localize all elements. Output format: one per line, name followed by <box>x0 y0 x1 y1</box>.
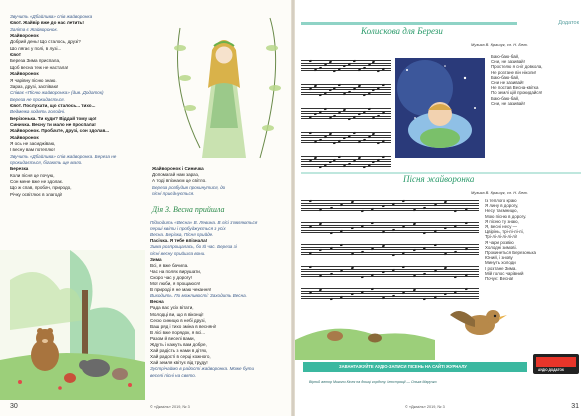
meadow-illustration <box>295 300 435 360</box>
music-note <box>357 85 361 88</box>
music-note <box>309 291 313 294</box>
text-line: Хай земля квітує від труду! <box>150 360 208 366</box>
music-note <box>333 70 337 73</box>
staff-line <box>301 222 479 223</box>
text-line: Виходить. По можливості: Заходить Весна. <box>150 293 247 299</box>
music-note <box>314 85 318 88</box>
music-note <box>377 114 381 117</box>
forest-animals-illustration <box>0 250 145 400</box>
lyric-line: Не постав Весна-квітка <box>491 85 539 91</box>
music-note <box>412 223 416 226</box>
music-note <box>433 269 437 272</box>
music-note <box>382 111 386 114</box>
text-line: Береза не прокидається. <box>10 96 65 102</box>
music-note <box>328 61 332 64</box>
text-line: Євот. Жайвір вже до нас летить! <box>10 20 84 26</box>
text-line: пісні приєднується. <box>152 190 195 196</box>
music-note <box>381 245 385 248</box>
staff-line <box>301 244 479 245</box>
text-line: Молодці ви, що в віконці! <box>150 311 204 317</box>
music-note <box>353 159 357 162</box>
text-line: Підходить «Весна» В. Левина. В лісі з'являються <box>150 220 258 225</box>
footer-left: © «Джміль» 2019, № 3 <box>150 405 190 409</box>
text-line: Весна. Берізка, Пісня прийде. <box>150 232 214 238</box>
music-note <box>340 269 344 272</box>
staff-line <box>301 118 391 119</box>
text-line: Що ж спав, пробач, природо, <box>10 185 72 191</box>
music-note <box>314 141 318 144</box>
music-staff <box>301 108 391 120</box>
music-staff <box>301 156 391 168</box>
lyric-line: Сни, не зазивай! <box>491 59 525 65</box>
lyric-line: Простелю я сніг довкола, <box>491 64 543 70</box>
music-note <box>343 165 347 168</box>
text-line: Щоб весна теж не настала! <box>10 64 69 70</box>
music-note <box>362 94 366 97</box>
music-note <box>350 253 354 256</box>
lyric-line: Цвірінь, трі-лі-лі-лі, <box>485 229 524 235</box>
lyric-line: Мій голос чарівний <box>485 270 524 276</box>
sleeping-child-illustration <box>395 58 485 158</box>
staff-line <box>301 210 479 211</box>
lyric-line: Юний, і знову <box>485 255 513 261</box>
music-note <box>318 66 322 69</box>
music-note <box>423 272 427 275</box>
lark-illustration <box>445 285 515 355</box>
text-line: Зима розпрощалась, бо їй час. Береза зі <box>150 244 237 250</box>
text-line: Жайворонок <box>10 134 39 140</box>
audio-badge-label: АУДІО ДОДАТОК <box>538 368 564 372</box>
lyric-line: Я, весні несу — <box>485 224 518 230</box>
music-note <box>318 94 322 97</box>
staff-line <box>301 205 479 206</box>
music-note <box>333 142 337 145</box>
music-note <box>348 162 352 165</box>
text-line: Береза розбудив прокинутися, до <box>152 184 226 190</box>
staff-line <box>301 227 479 228</box>
staff-line <box>301 60 391 61</box>
music-note <box>350 267 354 270</box>
text-line: перші квіти і пробуджується з усіх <box>150 226 226 232</box>
text-line: Ждуть і кажуть вам добре, <box>150 342 207 347</box>
music-note <box>328 117 332 120</box>
music-note <box>333 114 337 117</box>
music-note <box>361 276 365 279</box>
music-note <box>348 90 352 93</box>
text-line: Пасічка. Я тебе впізнала! <box>150 238 208 244</box>
staff-line <box>301 266 479 267</box>
text-line: пісні весну прийшла вони. <box>150 250 206 256</box>
music-note <box>353 87 357 90</box>
music-note <box>329 206 333 209</box>
music-note <box>338 111 342 114</box>
music-note <box>371 247 375 250</box>
lyric-line: Минуть холоди <box>485 260 516 266</box>
text-line: Синичка. Весну ти мало не проспала! <box>10 121 96 127</box>
section-heading: Додаток <box>558 20 579 26</box>
music-note <box>323 135 327 138</box>
lyric-line: Я пісню ту знаю, <box>485 218 519 224</box>
song2-lyrics <box>485 198 536 281</box>
text-line: Берізонька. Ти куди? Віддай тому що! <box>10 115 97 121</box>
text-line: І весну вам потеплю! <box>10 147 55 153</box>
lyric-line: Не розтане він ніколи! <box>491 69 537 75</box>
text-line: Сон мене вже не здолає. <box>10 179 64 185</box>
music-note <box>357 141 361 144</box>
music-staff <box>301 60 391 72</box>
lyric-line: Прокинеться Березонька <box>485 250 536 256</box>
song1-title: Колискова для Берези <box>361 26 443 36</box>
text-line: Час на полях вирушати, <box>150 268 202 274</box>
music-note <box>423 206 427 209</box>
music-staff <box>301 244 479 256</box>
staff-line <box>301 254 479 255</box>
music-note <box>412 289 416 292</box>
music-note <box>362 166 366 169</box>
text-line: Добрий день! Що сталось, друзі? <box>10 39 81 45</box>
lyric-line: По землі цій прокидайся! <box>491 90 543 96</box>
staff-line <box>301 166 391 167</box>
lyric-line: Сни не зазивай! <box>491 80 524 86</box>
staff-line <box>301 271 479 272</box>
staff-line <box>301 247 479 248</box>
text-line: Звучить «Дбайлива» спів жайворонка. Береза не <box>10 153 117 159</box>
lyric-line: Холодні зимові. <box>485 244 517 250</box>
lyric-line: Баю-баю-бай, <box>491 74 520 80</box>
music-note <box>433 203 437 206</box>
text-line: Весна <box>150 299 164 305</box>
illustration-caption: Вірний автор Миколи Кісля на дошці кордону. Ілюстрації — Ольга Маручко <box>309 380 437 384</box>
staff-line <box>301 274 479 275</box>
music-note <box>392 254 396 257</box>
text-line: Береза Зима приспала, <box>10 58 61 64</box>
page-number-left: 30 <box>10 403 18 410</box>
staff-line <box>301 200 479 201</box>
text-line: Заліта є Жайворонок. <box>10 26 58 32</box>
music-note <box>444 253 448 256</box>
music-note <box>318 138 322 141</box>
staff-line <box>301 108 391 109</box>
music-note <box>361 250 365 253</box>
music-note <box>361 210 365 213</box>
lyric-line: Почує: Весна! <box>485 276 514 282</box>
lyric-line: Я чари розвію <box>485 239 514 245</box>
music-note <box>314 69 318 72</box>
text-line: Хай радість з нами в дітях, <box>150 348 208 354</box>
text-line: Зустрічаймо в радості жайворонка. Може бути <box>150 366 254 372</box>
text-line: Я ось не засиджіваю, <box>10 141 56 146</box>
left-page <box>0 0 292 416</box>
lyric-line: І розтане Зима. <box>485 265 517 271</box>
music-note <box>362 66 366 69</box>
text-line: Рада вас усіх вітати, <box>150 305 194 311</box>
music-note <box>377 142 381 145</box>
music-note <box>323 63 327 66</box>
music-note <box>381 231 385 234</box>
text-line: В природі я не маю чекання! <box>150 287 211 293</box>
text-line: Звучить «Дбайлива» спів жайворонка <box>10 14 93 19</box>
lyric-line: Трі-лі-лі-лі-лі-лі! <box>485 234 518 240</box>
music-note <box>377 70 381 73</box>
text-line: В лісі вже порядок, я всі... <box>150 329 206 335</box>
lyric-line: Баю-баю-бай, <box>491 95 520 101</box>
text-line: прокидається, бігають ще мало. <box>10 160 83 166</box>
music-note <box>454 276 458 279</box>
music-note <box>328 133 332 136</box>
audio-badge-screen <box>536 357 576 367</box>
music-note <box>329 272 333 275</box>
text-line: Всі, я вже бачила. <box>150 262 189 268</box>
music-note <box>454 250 458 253</box>
text-line: Сесю синицю в небі друзі, <box>150 317 206 323</box>
text-line: Допомагай нам зараз, <box>152 172 200 178</box>
top-band <box>301 22 517 25</box>
footer-right: © «Джміль» 2019, № 3 <box>405 405 445 409</box>
staff-line <box>301 111 391 112</box>
music-note <box>454 210 458 213</box>
staff-line <box>301 203 479 204</box>
staff-line <box>301 230 479 231</box>
birch-girl-illustration <box>160 8 288 168</box>
text-line: Шо лягає у полі, в лузі... <box>10 45 62 51</box>
text-line: Скоро час у дорогу! <box>150 274 193 280</box>
staff-line <box>301 94 391 95</box>
text-line: Євот. Послухати, що сталось... тихо... <box>10 102 96 108</box>
staff-line <box>301 164 391 165</box>
text-line: Співає «Пісню жайворонка» (див. Додаток) <box>10 90 104 96</box>
text-line: Мої люби, я прощаюся! <box>150 281 201 286</box>
text-line: Березка <box>10 166 29 172</box>
banner-text: ЗАВАНТАЖУЙТЕ АУДІО-ЗАПИСИ ПІСЕНЬ НА САЙТІ ЖУРНАЛУ <box>339 364 467 369</box>
text-line: Разом й веселі вами, <box>150 335 195 341</box>
music-note <box>318 166 322 169</box>
music-note <box>309 159 313 162</box>
staff-line <box>301 252 479 253</box>
text-line: А тоді впізнаєм це світло. <box>152 178 207 184</box>
text-line: веселі пісні на свято. <box>150 372 197 378</box>
page-number-right: 31 <box>571 403 579 410</box>
music-note <box>329 232 333 235</box>
staff-line <box>301 132 391 133</box>
audio-badge[interactable] <box>533 354 579 374</box>
music-note <box>444 201 448 204</box>
text-line: Зараз, друзі, заспіваю! <box>10 83 59 89</box>
text-line: Євот <box>10 52 21 58</box>
song2-credit: Музика В. Крашук, сл. Н. Бель <box>471 190 528 195</box>
music-staff <box>301 200 479 212</box>
music-note <box>309 225 313 228</box>
music-note <box>357 69 361 72</box>
music-note <box>357 157 361 160</box>
music-note <box>309 87 313 90</box>
text-line: Коли пісня це почую, <box>10 172 55 178</box>
text-line: Зима <box>150 256 162 262</box>
staff-line <box>301 92 391 93</box>
staff-line <box>301 63 391 64</box>
music-note <box>392 294 396 297</box>
music-note <box>367 135 371 138</box>
lyric-line: Я лину в дорогу, <box>485 203 519 209</box>
text-line: Жайворонок <box>10 71 39 77</box>
text-line: Жайворонок. Пробачте, друзі, сон здолав... <box>10 128 110 134</box>
music-note <box>464 247 468 250</box>
music-note <box>423 232 427 235</box>
music-note <box>348 118 352 121</box>
right-page <box>295 0 587 416</box>
lyric-line: Сни, не зазивай! <box>491 100 525 106</box>
music-note <box>340 203 344 206</box>
music-staff <box>301 222 479 234</box>
music-note <box>412 209 416 212</box>
music-note <box>412 275 416 278</box>
song1-credit: Музика В. Крашук, сл. Н. Бель <box>471 42 528 47</box>
music-staff <box>301 132 391 144</box>
music-note <box>444 267 448 270</box>
lyric-line: Із теплого краю <box>485 198 517 203</box>
song1-lyrics <box>491 54 542 106</box>
music-note <box>362 138 366 141</box>
staff-line <box>301 225 479 226</box>
music-staff <box>301 84 391 96</box>
lyric-line: Баю-баю-бай, <box>491 54 520 59</box>
song2-title: Пісня жайворонка <box>403 174 475 184</box>
text-line: Ваш ряд і тихо зміна в весняні! <box>150 323 217 329</box>
text-line: Жайворонок <box>10 33 39 39</box>
staff-line <box>301 249 479 250</box>
staff-line <box>301 269 479 270</box>
text-line: Ведмежа ходять голодні. <box>10 109 66 115</box>
staff-line <box>301 208 479 209</box>
text-line: Річку освітлює в злагоді! <box>10 191 63 197</box>
music-note <box>314 157 318 160</box>
lyric-line: Мою пісню в дорогу. <box>485 213 527 219</box>
music-note <box>350 201 354 204</box>
music-note <box>343 93 347 96</box>
lyric-line: Несу таємницю, <box>485 208 518 214</box>
text-line: Жайворонок і Синичка <box>152 166 204 171</box>
music-note <box>392 228 396 231</box>
staff-line <box>301 135 391 136</box>
staff-line <box>301 276 479 277</box>
text-line: Хай радості в серці кожного, <box>150 354 211 360</box>
text-line: Я чарівну пісню знаю. <box>10 77 57 83</box>
staff-line <box>301 232 479 233</box>
scene-title: Дія 3. Весна прийшла <box>152 205 225 214</box>
music-note <box>367 63 371 66</box>
music-staff <box>301 266 479 278</box>
